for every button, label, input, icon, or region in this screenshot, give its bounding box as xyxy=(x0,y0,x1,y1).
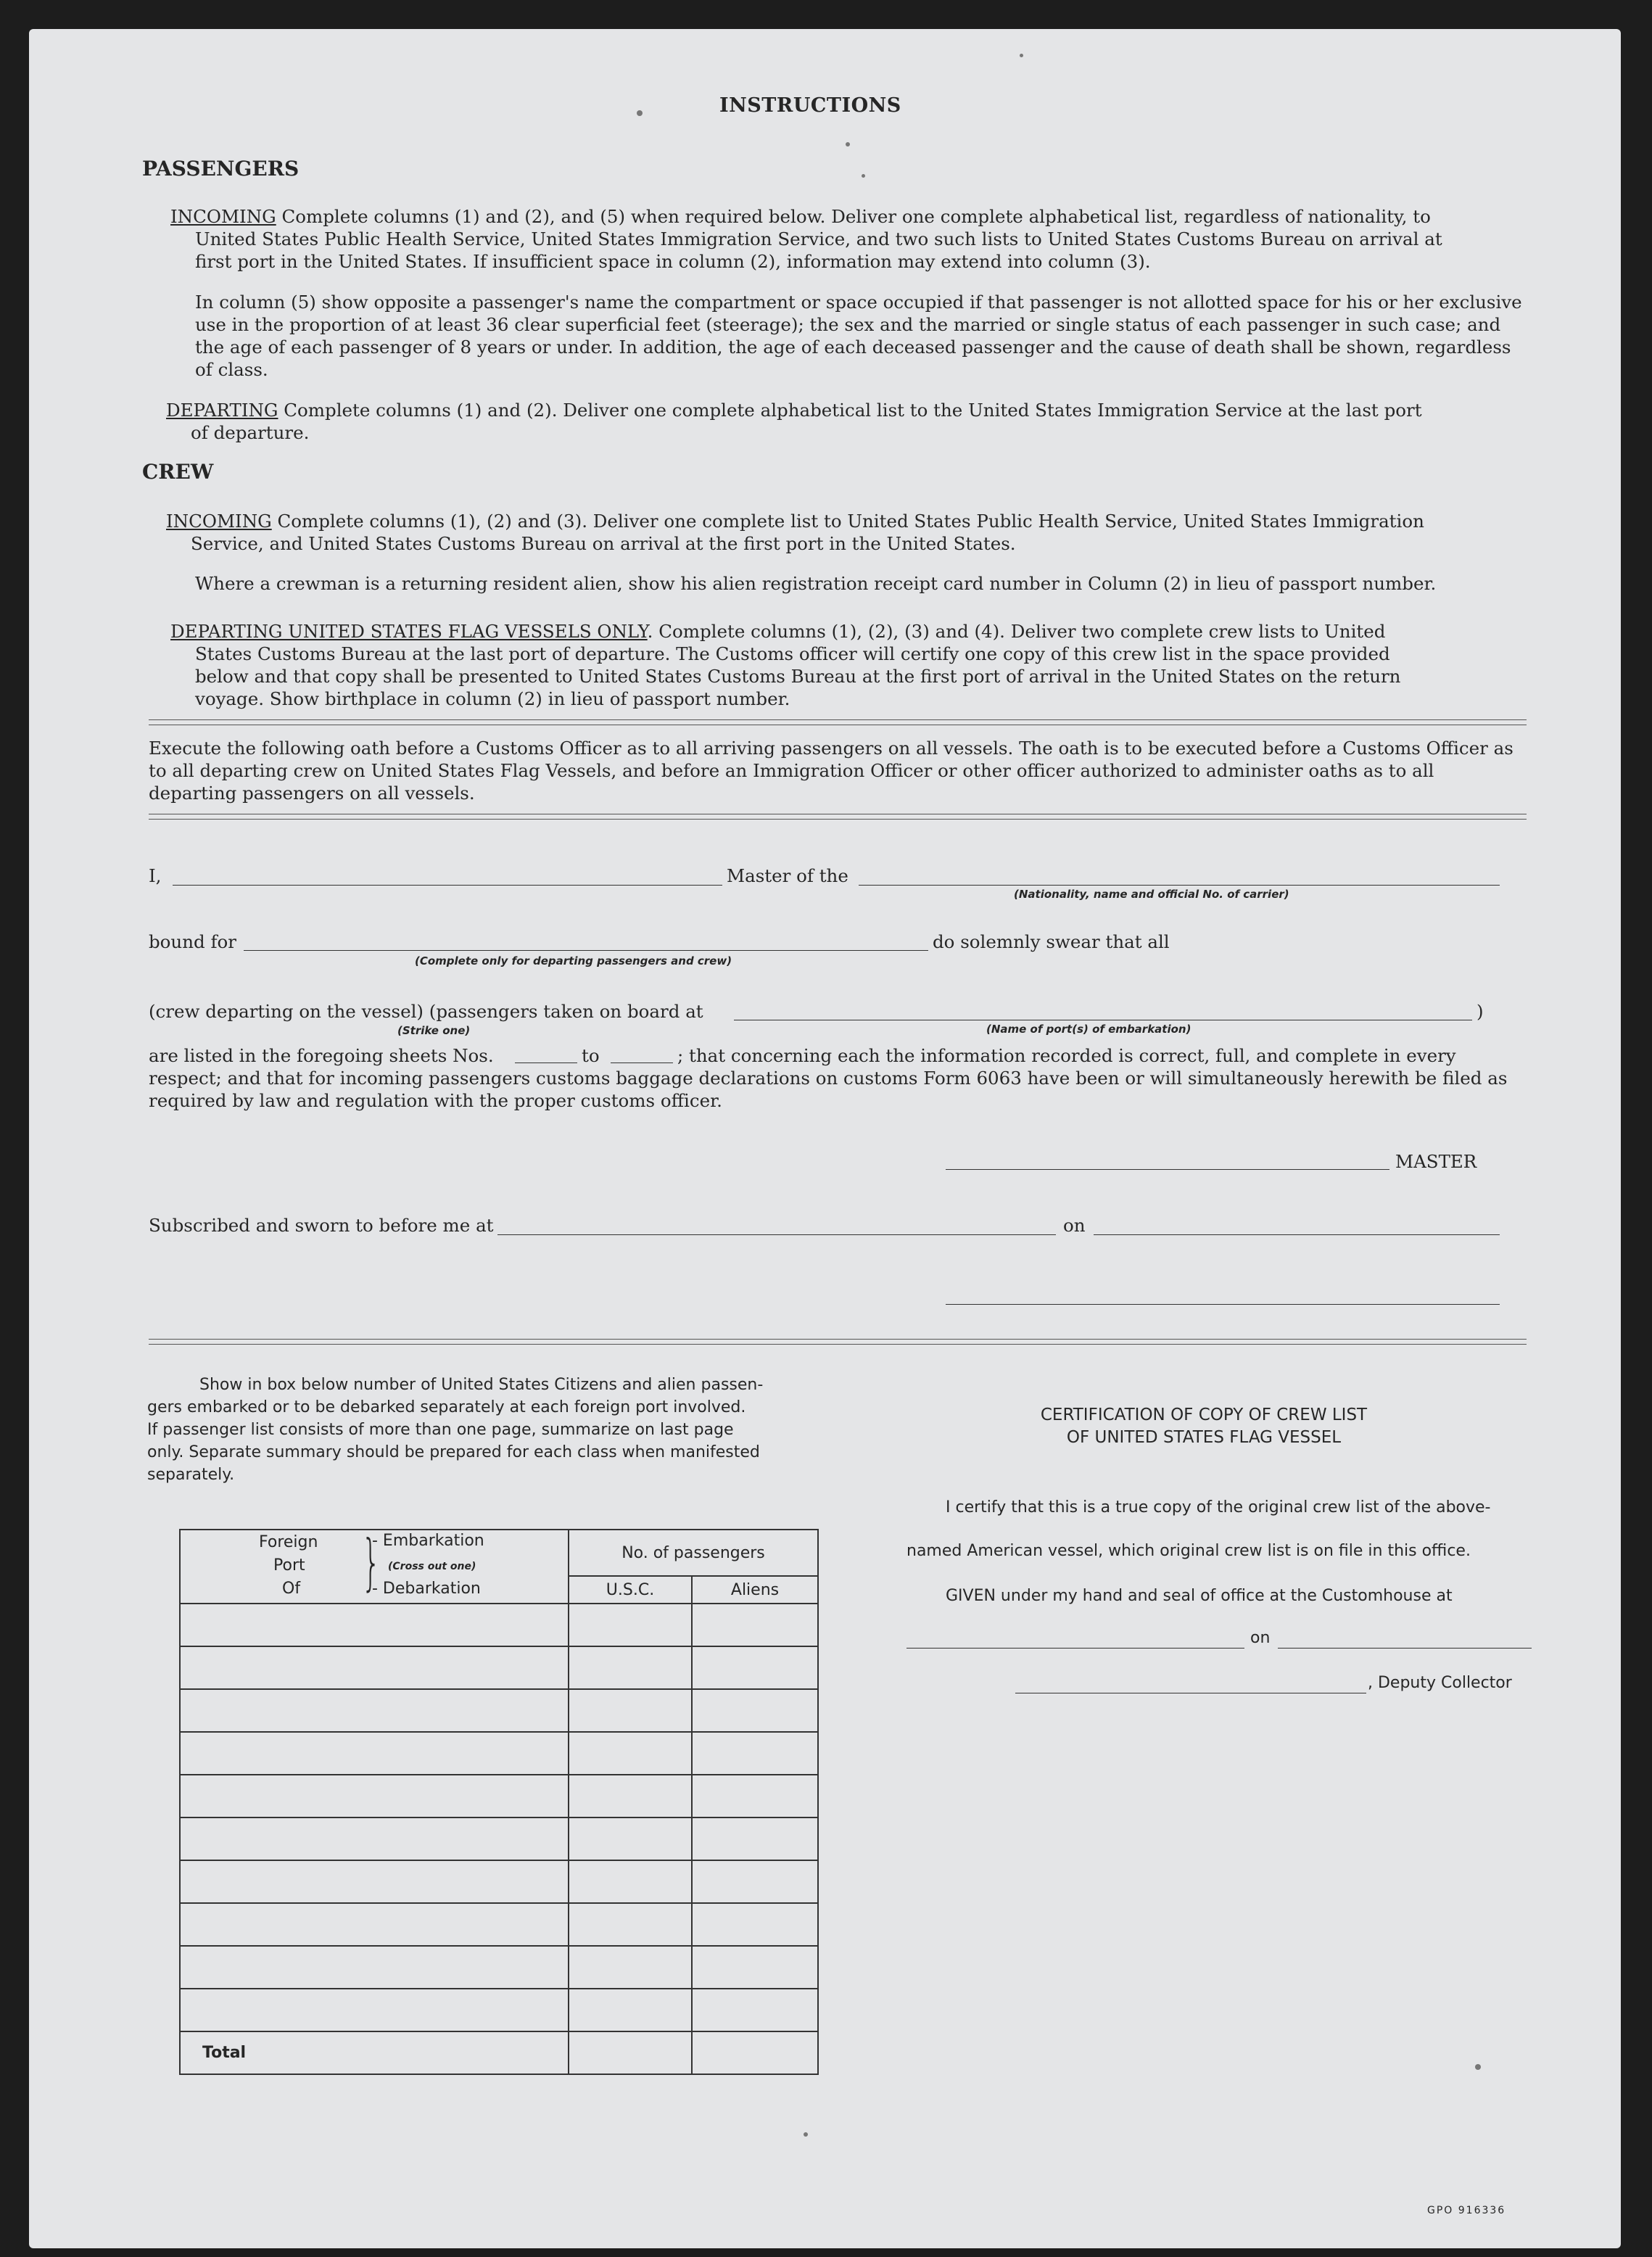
table-row xyxy=(180,1817,818,1860)
crew-heading: CREW xyxy=(142,460,214,484)
usc-cell[interactable] xyxy=(569,1689,692,1732)
table-row xyxy=(180,1860,818,1903)
form-page xyxy=(29,29,1621,2248)
deputy-collector-label: , Deputy Collector xyxy=(1368,1674,1512,1692)
of-label: Of xyxy=(282,1580,301,1598)
section-divider xyxy=(149,1339,1527,1345)
sheets-to-label: to xyxy=(582,1045,600,1066)
close-paren: ) xyxy=(1477,1001,1484,1022)
port-header-cell xyxy=(180,1527,569,1604)
crew-departing-instructions: DEPARTING UNITED STATES FLAG VESSELS ONLY. Complete columns (1), (2), (3) and (4). Deliver two complete crew lists to United States Customs Bureau at the last port of departure. The Customs officer will certify one copy of this crew list in the space provided below and that copy shall be presented to United States Customs Bureau at the first port of arrival in the United States on the return voyage. Show birthplace in column (2) in lieu of passport number. xyxy=(170,621,1401,709)
page-title: INSTRUCTIONS xyxy=(719,94,901,117)
table-row xyxy=(180,1732,818,1775)
column5-instructions: In column (5) show opposite a passenger's name the compartment or space occupied if that passenger is not allotted space for his or her exclusive use in the proportion of at least 36 clear superficial feet (steerage); the sex and the married or single status of each passenger in such case; and the age of each passenger of 8 years or under. In addition, the age of each deceased passenger and the cause of death shall be shown, regardless of class. xyxy=(195,292,1522,380)
usc-cell[interactable] xyxy=(569,1903,692,1946)
no-passengers-header: No. of passengers xyxy=(569,1530,818,1576)
section-divider xyxy=(149,814,1527,820)
certification-line-3: GIVEN under my hand and seal of office at the Customhouse at xyxy=(946,1587,1453,1605)
officer-signature-field[interactable] xyxy=(946,1304,1500,1305)
port-cell[interactable] xyxy=(180,1817,569,1860)
usc-cell[interactable] xyxy=(569,1775,692,1817)
customhouse-field[interactable] xyxy=(906,1648,1244,1649)
port-cell[interactable] xyxy=(180,1732,569,1775)
certification-title-1: CERTIFICATION OF COPY OF CREW LIST xyxy=(1040,1406,1368,1424)
table-row xyxy=(180,1989,818,2031)
usc-cell[interactable] xyxy=(569,1946,692,1989)
usc-cell[interactable] xyxy=(569,1604,692,1646)
passenger-summary-table xyxy=(179,1529,819,2075)
flag-vessels-label: DEPARTING UNITED STATES FLAG VESSELS ONLY xyxy=(170,621,648,642)
port-label: Port xyxy=(273,1556,305,1575)
incoming-label: INCOMING xyxy=(170,206,276,227)
carrier-field[interactable] xyxy=(859,885,1500,886)
usc-cell[interactable] xyxy=(569,1860,692,1903)
oath-instructions: Execute the following oath before a Customs Officer as to all arriving passengers on all vessels. The oath is to be executed before a Customs Officer as to all departing crew on United States Flag Vessels, and before an Immigration Officer or other officer authorized to administer oaths as to all departing passengers on all vessels. xyxy=(149,738,1513,804)
bound-for-field[interactable] xyxy=(244,950,928,951)
paper-speck xyxy=(862,174,865,178)
usc-total-cell[interactable] xyxy=(569,2031,692,2074)
total-label: Total xyxy=(202,2044,247,2062)
usc-cell[interactable] xyxy=(569,1817,692,1860)
table-row xyxy=(180,1604,818,1646)
aliens-cell[interactable] xyxy=(692,1646,818,1689)
brace-icon: } xyxy=(361,1527,381,1598)
port-cell[interactable] xyxy=(180,1860,569,1903)
certification-line-1: I certify that this is a true copy of the original crew list of the above- xyxy=(946,1498,1491,1517)
sheets-continuation: respect; and that for incoming passengers customs baggage declarations on customs Form 6063 have been or will simultaneously herewith be filed as required by law and regulation with the proper customs officer. xyxy=(149,1068,1508,1111)
table-row xyxy=(180,1946,818,1989)
aliens-cell[interactable] xyxy=(692,1732,818,1775)
passengers-incoming-instructions: INCOMING Complete columns (1) and (2), and (5) when required below. Deliver one complete alphabetical list, regardless of nationality, to United States Public Health Service, United States Immigration Service, and two such lists to United States Customs Bureau on arrival at first port in the United States. If insufficient space in column (2), information may extend into column (3). xyxy=(170,206,1442,272)
aliens-cell[interactable] xyxy=(692,1604,818,1646)
resident-alien-instructions: Where a crewman is a returning resident alien, show his alien registration receipt card number in Column (2) in lieu of passport number. xyxy=(195,573,1437,594)
gpo-code: GPO 916336 xyxy=(1427,2205,1506,2216)
paper-speck xyxy=(804,2132,808,2137)
strike-caption: (Strike one) xyxy=(397,1024,471,1037)
port-cell[interactable] xyxy=(180,1646,569,1689)
passengers-departing-instructions: DEPARTING Complete columns (1) and (2). Deliver one complete alphabetical list to the United States Immigration Service at the last port of departure. xyxy=(166,400,1422,443)
oath-i-label: I, xyxy=(149,865,162,886)
usc-cell[interactable] xyxy=(569,1732,692,1775)
port-cell[interactable] xyxy=(180,1946,569,1989)
swear-label: do solemnly swear that all xyxy=(933,931,1170,952)
sworn-location-field[interactable] xyxy=(497,1234,1056,1235)
crew-incoming-label: INCOMING xyxy=(166,511,272,532)
crew-passengers-label: (crew departing on the vessel) (passengers taken on board at xyxy=(149,1001,703,1022)
table-row xyxy=(180,1903,818,1946)
paper-speck xyxy=(1020,54,1023,57)
summary-instructions: Show in box below number of United States Citizens and alien passen- gers embarked or to be debarked separately at each foreign port involved. If passenger list consists of more than one page, summarize on last page only. Separate summary should be prepared for each class when manifested separately. xyxy=(147,1376,764,1484)
certification-on-label: on xyxy=(1250,1629,1271,1647)
port-cell[interactable] xyxy=(180,1689,569,1732)
total-row xyxy=(180,2031,818,2074)
paper-speck xyxy=(637,110,643,116)
port-cell[interactable] xyxy=(180,1989,569,2031)
paper-speck xyxy=(846,142,850,147)
table-row xyxy=(180,1775,818,1817)
sheets-suffix: ; that concerning each the information recorded is correct, full, and complete in every xyxy=(677,1045,1456,1066)
certification-title-2: OF UNITED STATES FLAG VESSEL xyxy=(1066,1428,1342,1447)
port-cell[interactable] xyxy=(180,1604,569,1646)
sworn-on-label: on xyxy=(1063,1215,1086,1236)
table-row xyxy=(180,1689,818,1732)
port-cell[interactable] xyxy=(180,1775,569,1817)
port-cell[interactable] xyxy=(180,1903,569,1946)
usc-header: U.S.C. xyxy=(569,1576,692,1604)
port-caption: (Name of port(s) of embarkation) xyxy=(986,1023,1191,1036)
departing-label: DEPARTING xyxy=(166,400,278,421)
bound-for-label: bound for xyxy=(149,931,236,952)
aliens-cell[interactable] xyxy=(692,1946,818,1989)
aliens-total-cell[interactable] xyxy=(692,2031,818,2074)
master-of-label: Master of the xyxy=(727,865,848,886)
table-row xyxy=(180,1646,818,1689)
paper-speck xyxy=(1475,2064,1481,2070)
sworn-date-field[interactable] xyxy=(1094,1234,1500,1235)
master-signature-field[interactable] xyxy=(946,1169,1389,1170)
subscribed-label: Subscribed and sworn to before me at xyxy=(149,1215,494,1236)
sheets-prefix: are listed in the foregoing sheets Nos. xyxy=(149,1045,494,1066)
aliens-cell[interactable] xyxy=(692,1689,818,1732)
aliens-cell[interactable] xyxy=(692,1775,818,1817)
usc-cell[interactable] xyxy=(569,1989,692,2031)
total-label-cell xyxy=(180,2031,569,2074)
certification-date-field[interactable] xyxy=(1278,1648,1532,1649)
aliens-cell[interactable] xyxy=(692,1817,818,1860)
certification-line-2: named American vessel, which original crew list is on file in this office. xyxy=(906,1542,1471,1560)
debarkation-label: - Debarkation xyxy=(372,1580,481,1598)
bound-for-caption: (Complete only for departing passengers and crew) xyxy=(415,954,732,967)
master-signature-label: MASTER xyxy=(1395,1151,1477,1172)
aliens-cell[interactable] xyxy=(692,1903,818,1946)
crew-incoming-instructions: INCOMING Complete columns (1), (2) and (3). Deliver one complete list to United States Public Health Service, United States Immigration Service, and United States Customs Bureau on arrival at the first port in the United States. xyxy=(166,511,1424,554)
master-name-field[interactable] xyxy=(173,885,722,886)
carrier-caption: (Nationality, name and official No. of carrier) xyxy=(1014,888,1289,901)
cross-out-caption: (Cross out one) xyxy=(388,1561,476,1572)
passengers-heading: PASSENGERS xyxy=(142,157,300,181)
aliens-cell[interactable] xyxy=(692,1989,818,2031)
embarkation-label: - Embarkation xyxy=(372,1532,484,1550)
aliens-header: Aliens xyxy=(692,1576,818,1604)
foreign-label: Foreign xyxy=(259,1533,318,1551)
usc-cell[interactable] xyxy=(569,1646,692,1689)
section-divider xyxy=(149,719,1527,725)
aliens-cell[interactable] xyxy=(692,1860,818,1903)
